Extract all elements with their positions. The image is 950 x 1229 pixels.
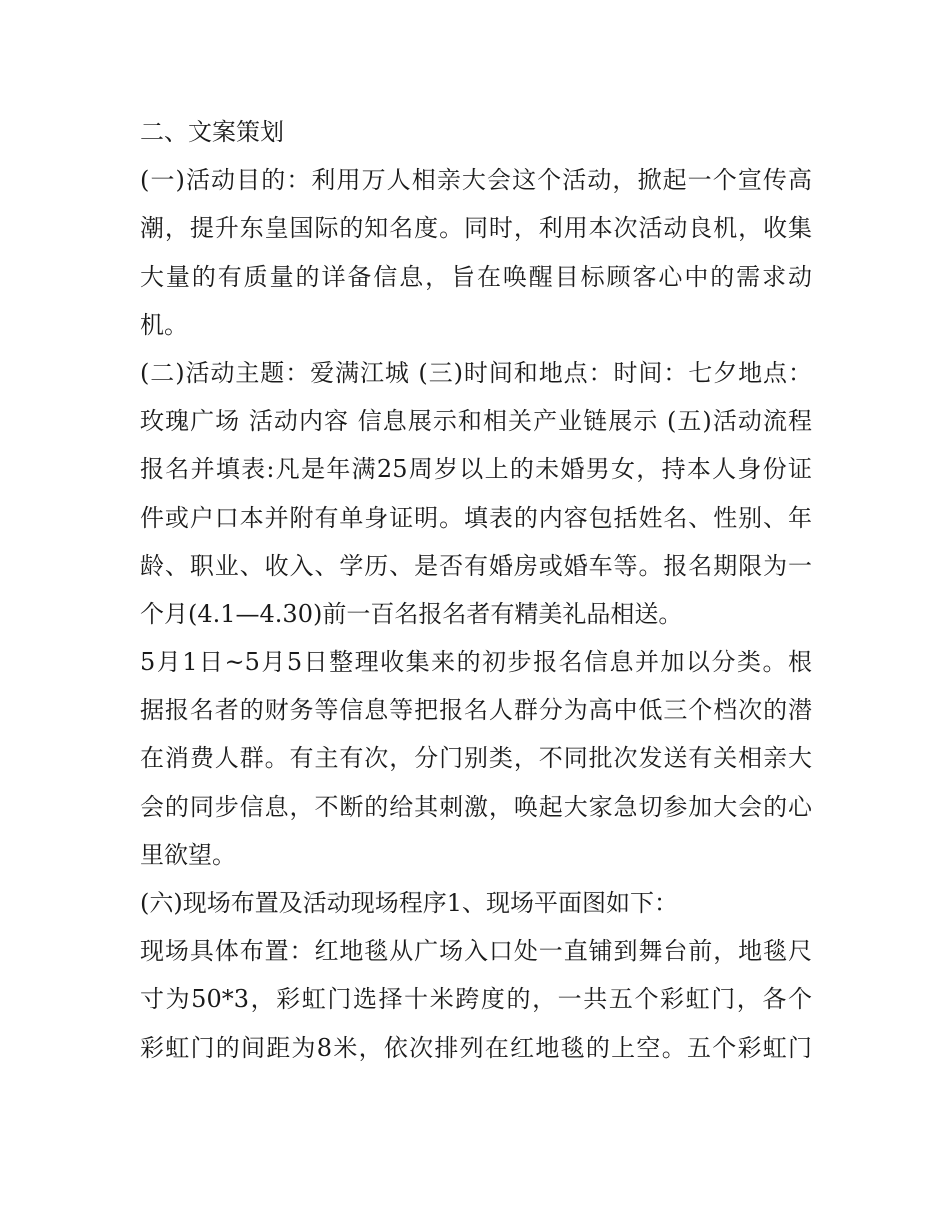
- text-line: 报名并填表:凡是年满25周岁以上的未婚男女，持本人身份证: [140, 455, 812, 484]
- text-line: 件或户口本并附有单身证明。填表的内容包括姓名、性别、年: [140, 503, 812, 532]
- text-line: 会的同步信息，不断的给其刺激，唤起大家急切参加大会的心: [140, 792, 812, 821]
- text-line: 彩虹门的间距为8米，依次排列在红地毯的上空。五个彩虹门: [140, 1033, 812, 1062]
- text-line: (一)活动目的：利用万人相亲大会这个活动，掀起一个宣传高: [140, 166, 812, 195]
- text-line: 在消费人群。有主有次，分门别类，不同批次发送有关相亲大: [140, 744, 812, 773]
- text-line: 潮，提升东皇国际的知名度。同时，利用本次活动良机，收集: [140, 214, 812, 243]
- text-line: 里欲望。: [140, 840, 236, 869]
- text-line: 现场具体布置：红地毯从广场入口处一直铺到舞台前，地毯尺: [140, 937, 812, 966]
- text-line: 寸为50*3，彩虹门选择十米跨度的，一共五个彩虹门，各个: [140, 985, 812, 1014]
- text-line: 据报名者的财务等信息等把报名人群分为高中低三个档次的潜: [140, 696, 812, 725]
- text-line: 机。: [140, 310, 188, 339]
- text-line: 5月1日~5月5日整理收集来的初步报名信息并加以分类。根: [140, 648, 812, 677]
- text-line: 玫瑰广场 活动内容 信息展示和相关产业链展示 (五)活动流程: [140, 407, 812, 436]
- text-line: 大量的有质量的详备信息，旨在唤醒目标顾客心中的需求动: [140, 262, 812, 291]
- document-body: [140, 108, 812, 1072]
- text-line: 龄、职业、收入、学历、是否有婚房或婚车等。报名期限为一: [140, 551, 812, 580]
- text-line: 个月(4.1—4.30)前一百名报名者有精美礼品相送。: [140, 599, 683, 628]
- section-heading: 二、文案策划: [140, 118, 284, 146]
- text-line: (六)现场布置及活动现场程序1、现场平面图如下：: [140, 889, 678, 917]
- text-line: (二)活动主题：爱满江城 (三)时间和地点：时间：七夕地点：: [140, 358, 812, 387]
